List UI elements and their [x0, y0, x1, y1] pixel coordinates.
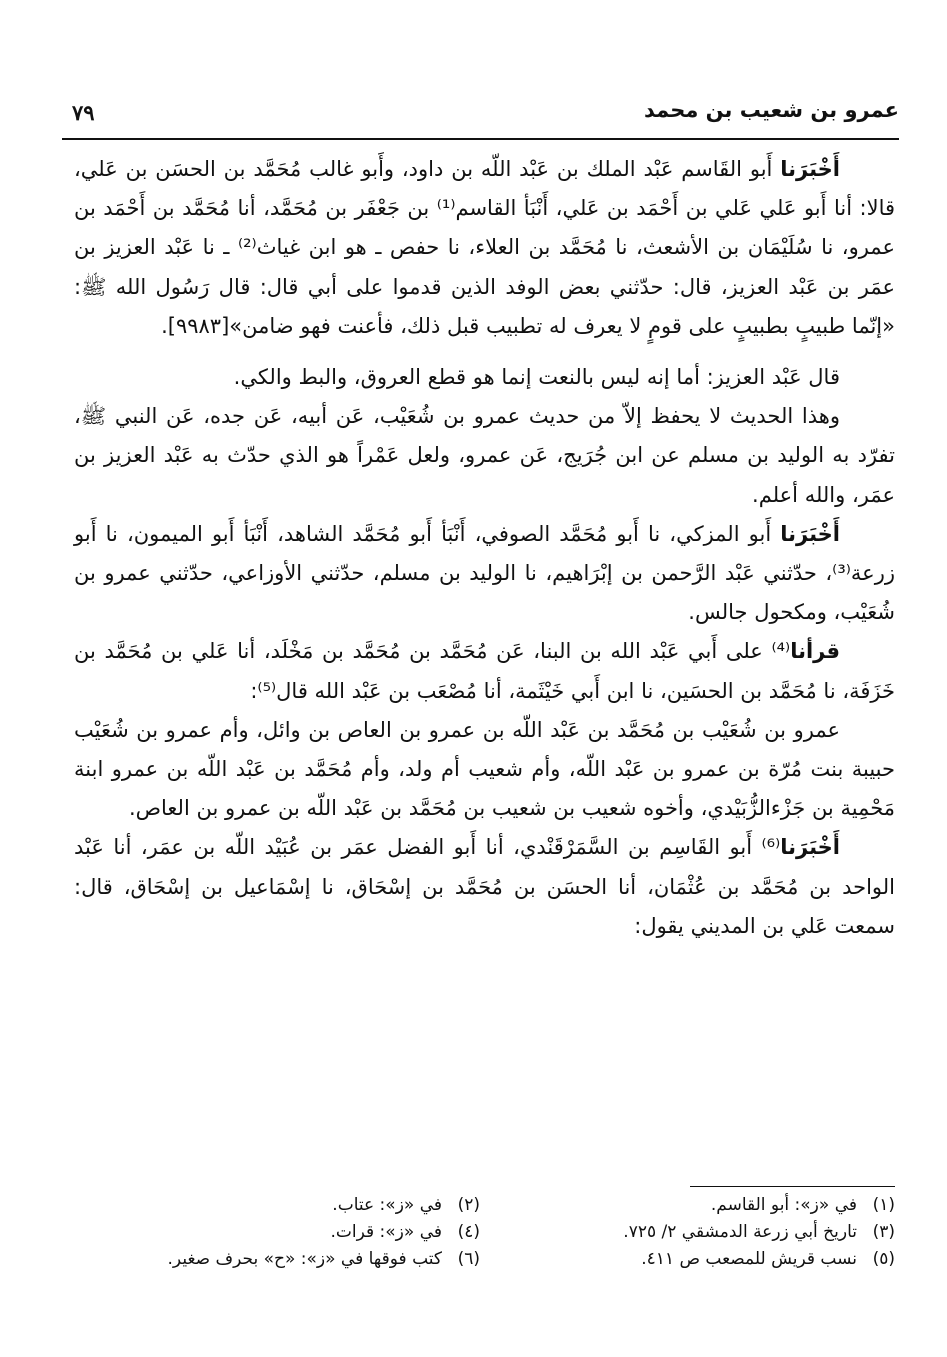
- paragraph-lead: أَخْبَرَنا: [780, 157, 840, 181]
- footnote: [65, 1192, 480, 1219]
- paragraph-lead: قرأنا: [790, 639, 840, 664]
- paragraph-text: ⁽⁶⁾ أَبو القَاسِم بن السَّمَرْقَنْدي، أنا أَبو الفضل عمَر بن عُبَيْد اللّه بن عمَر، أنا عَبْد الواحد بن مُحَمَّد بن عُثْمَان، أنا الحسَن بن مُحَمَّد بن إسْحَاق، نا إسْمَاعيل بن إسْحَاق، قال: سمعت عَلي بن المديني يقول:: [74, 835, 895, 938]
- footnote-text: كتب فوقها في «ز»: «ح» بحرف صغير.: [167, 1249, 442, 1269]
- footnote: [480, 1246, 895, 1273]
- footnote-number: (٣): [872, 1222, 895, 1242]
- footnote: [480, 1219, 895, 1246]
- paragraph: [74, 828, 895, 946]
- footnote-number: (٥): [872, 1249, 895, 1269]
- footnote-text: نسب قريش للمصعب ص ٤١١.: [641, 1249, 857, 1269]
- footnotes: [65, 1192, 895, 1273]
- paragraph: [74, 150, 895, 346]
- paragraph: [74, 397, 895, 515]
- paragraph-lead: أَخْبَرَنا: [780, 521, 840, 546]
- running-title: عمرو بن شعيب بن محمد: [643, 98, 899, 122]
- paragraph: [74, 632, 895, 710]
- main-text: [74, 150, 895, 946]
- paragraph-text: ⁽⁴⁾ على أَبي عَبْد الله بن البنا، عَن مُحَمَّد بن مُحَمَّد بن مَخْلَد، أنا عَلي بن مُحَمَّد بن خَزَفَة، نا مُحَمَّد بن الحسَين، نا ابن أَبي خَيْثَمة، أنا مُصْعَب بن عَبْد الله قال⁽⁵⁾:: [74, 639, 895, 703]
- footnote-number: (٤): [457, 1222, 480, 1242]
- footnote-number: (٦): [457, 1249, 480, 1269]
- paragraph-text: أَبو المزكي، نا أَبو مُحَمَّد الصوفي، أَنْبَأ أَبو مُحَمَّد الشاهد، أَنْبَأ أَبو الميمون، نا أَبو زرعة⁽³⁾، حدّثني عَبْد الرَّحمن بن إبْرَاهيم، نا الوليد بن مسلم، حدّثني الأوزاعي، حدّثني عمرو بن شُعَيْب، ومكحول جالس.: [74, 521, 895, 625]
- header-divider: [62, 138, 899, 140]
- footnote-text: في «ز»: أبو القاسم.: [710, 1195, 857, 1215]
- footnote-text: تاريخ أبي زرعة الدمشقي ٢/ ٧٢٥.: [623, 1222, 857, 1242]
- page-header: [62, 92, 899, 128]
- paragraph: [74, 358, 895, 397]
- paragraph: [74, 515, 895, 633]
- paragraph-text: قال عَبْد العزيز: أما إنه ليس بالنعت إنما هو قطع العروق، والبط والكي.: [233, 365, 840, 390]
- paragraph: [74, 711, 895, 829]
- paragraph-text: عمرو بن شُعَيْب بن مُحَمَّد بن عَبْد اللّه بن عمرو بن العاص بن وائل، وأم عمرو بن شُعَيْب حبيبة بنت مُرّة بن عمرو بن عَبْد اللّه، وأم شعيب أم ولد، وأم مُحَمَّد بن عَبْد اللّه بن عمرو ابنة مَحْمِية بن جَزْءالزُّبَيْدي، وأخوه شعيب بن شعيب بن مُحَمَّد بن عَبْد اللّه بن عمرو بن العاص.: [74, 717, 895, 821]
- page-number: ٧٩: [72, 100, 95, 125]
- paragraph-text: وهذا الحديث لا يحفظ إلاّ من حديث عمرو بن شُعَيْب، عَن أبيه، عَن جده، عَن النبي ﷺ، تفرّد به الوليد بن مسلم عن ابن جُرَيج، عَن عمرو، ولعل عَمْراً هو الذي حدّث به عَبْد العزيز بن عمَر، والله أعلم.: [74, 404, 895, 507]
- paragraph-lead: أَخْبَرَنا: [780, 835, 840, 860]
- footnote: [65, 1219, 480, 1246]
- footnote-number: (٢): [457, 1195, 480, 1215]
- paragraph-text: أَبو القَاسم عَبْد الملك بن عَبْد اللّه بن داود، وأَبو غالب مُحَمَّد بن الحسَن بن عَلي، قالا: أنا أَبو عَلي عَلي بن أَحْمَد بن عَلي، أَنْبَأ القاسم⁽¹⁾ بن جَعْفَر بن مُحَمَّد، أنا مُحَمَّد بن أَحْمَد بن عمرو، نا سُلَيْمَان بن الأشعث، نا مُحَمَّد بن العلاء، نا حفص ـ هو ابن غياث⁽²⁾ ـ نا عَبْد العزيز بن عمَر بن عَبْد العزيز، قال: حدّثني بعض الوفد الذين قدموا على أبي قال: قال رَسُول الله ﷺ: «إنّما طبيبٍ بطبيبٍ على قومٍ لا يعرف له تطبيب قبل ذلك، فأعنت فهو ضامن»[٩٩٨٣].: [74, 157, 896, 338]
- footnote-number: (١): [872, 1195, 895, 1215]
- footnote: [480, 1192, 895, 1219]
- footnote-text: في «ز»: قرات.: [330, 1222, 442, 1242]
- footnote-text: في «ز»: عتاب.: [332, 1195, 442, 1215]
- footnote-divider: [690, 1186, 895, 1187]
- footnote: [65, 1246, 480, 1273]
